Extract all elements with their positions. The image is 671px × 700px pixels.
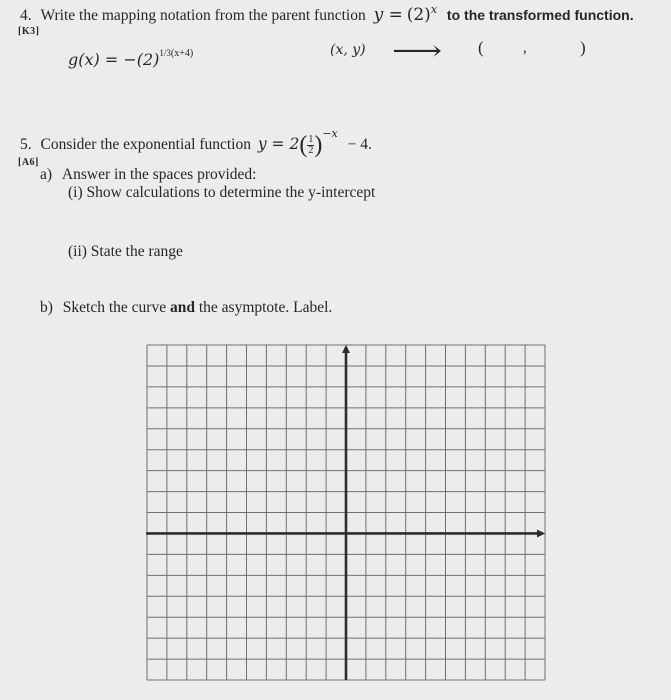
q5a-text: Answer in the spaces provided: — [61, 166, 257, 183]
q4-func-left: g(x) = −(2) — [68, 50, 160, 69]
q5b-text-1: Sketch the curve — [62, 299, 167, 316]
q4-exp-frac: 1/3 — [159, 48, 171, 58]
q4-exp-den: 3 — [166, 48, 171, 58]
q4-header — [20, 3, 634, 25]
y-axis-arrow-icon — [342, 345, 350, 353]
q4-parent-exp: x — [430, 3, 438, 16]
q4-exp-num: 1 — [159, 48, 164, 58]
q4-number: 4. — [20, 7, 32, 24]
q4-point: (x, y) — [330, 42, 366, 58]
q5-paren-close: ) — [314, 131, 323, 158]
coordinate-grid[interactable] — [146, 340, 546, 685]
q5b-label: b) — [40, 299, 53, 316]
q4-prompt: Write the mapping notation from the parent function — [40, 7, 366, 24]
q4-function — [68, 48, 193, 70]
q5-frac-num: 1 — [308, 133, 314, 145]
q5-paren-open: ( — [299, 131, 308, 158]
q4-exp-rest: (x+4) — [170, 48, 194, 59]
q5b-text-2: the asymptote. Label. — [198, 299, 333, 316]
q4-prompt-end: to the transformed function. — [446, 7, 634, 23]
q5-tag: [A6] — [18, 157, 39, 168]
mapping-arrow-icon: ⟶ — [392, 36, 443, 67]
q5-header — [20, 127, 372, 159]
q5a — [40, 166, 256, 184]
q5a-label: a) — [40, 166, 53, 183]
q4-answer-open: ( — [478, 38, 484, 57]
q5a-ii: (ii) State the range — [68, 243, 183, 260]
q5a-i: (i) Show calculations to determine the y-intercept — [68, 184, 376, 201]
q4-parent-base: (2) — [406, 5, 431, 25]
q4-answer-close: ) — [580, 38, 586, 57]
q4-parent-y: y = — [373, 5, 403, 25]
q4-answer-comma: , — [523, 40, 527, 56]
q5-prompt: Consider the exponential function — [40, 136, 251, 153]
q5-eq-left: y = 2 — [257, 135, 300, 153]
q5-number: 5. — [20, 136, 32, 153]
x-axis-arrow-icon — [537, 529, 545, 537]
q5-eq-right: − 4. — [347, 136, 372, 153]
q5b-text-bold: and — [169, 299, 195, 316]
q5-eq-exp: −x — [322, 127, 338, 140]
q4-tag: [K3] — [18, 26, 40, 37]
q5b — [40, 299, 332, 317]
q5-frac-den: 2 — [308, 144, 314, 156]
